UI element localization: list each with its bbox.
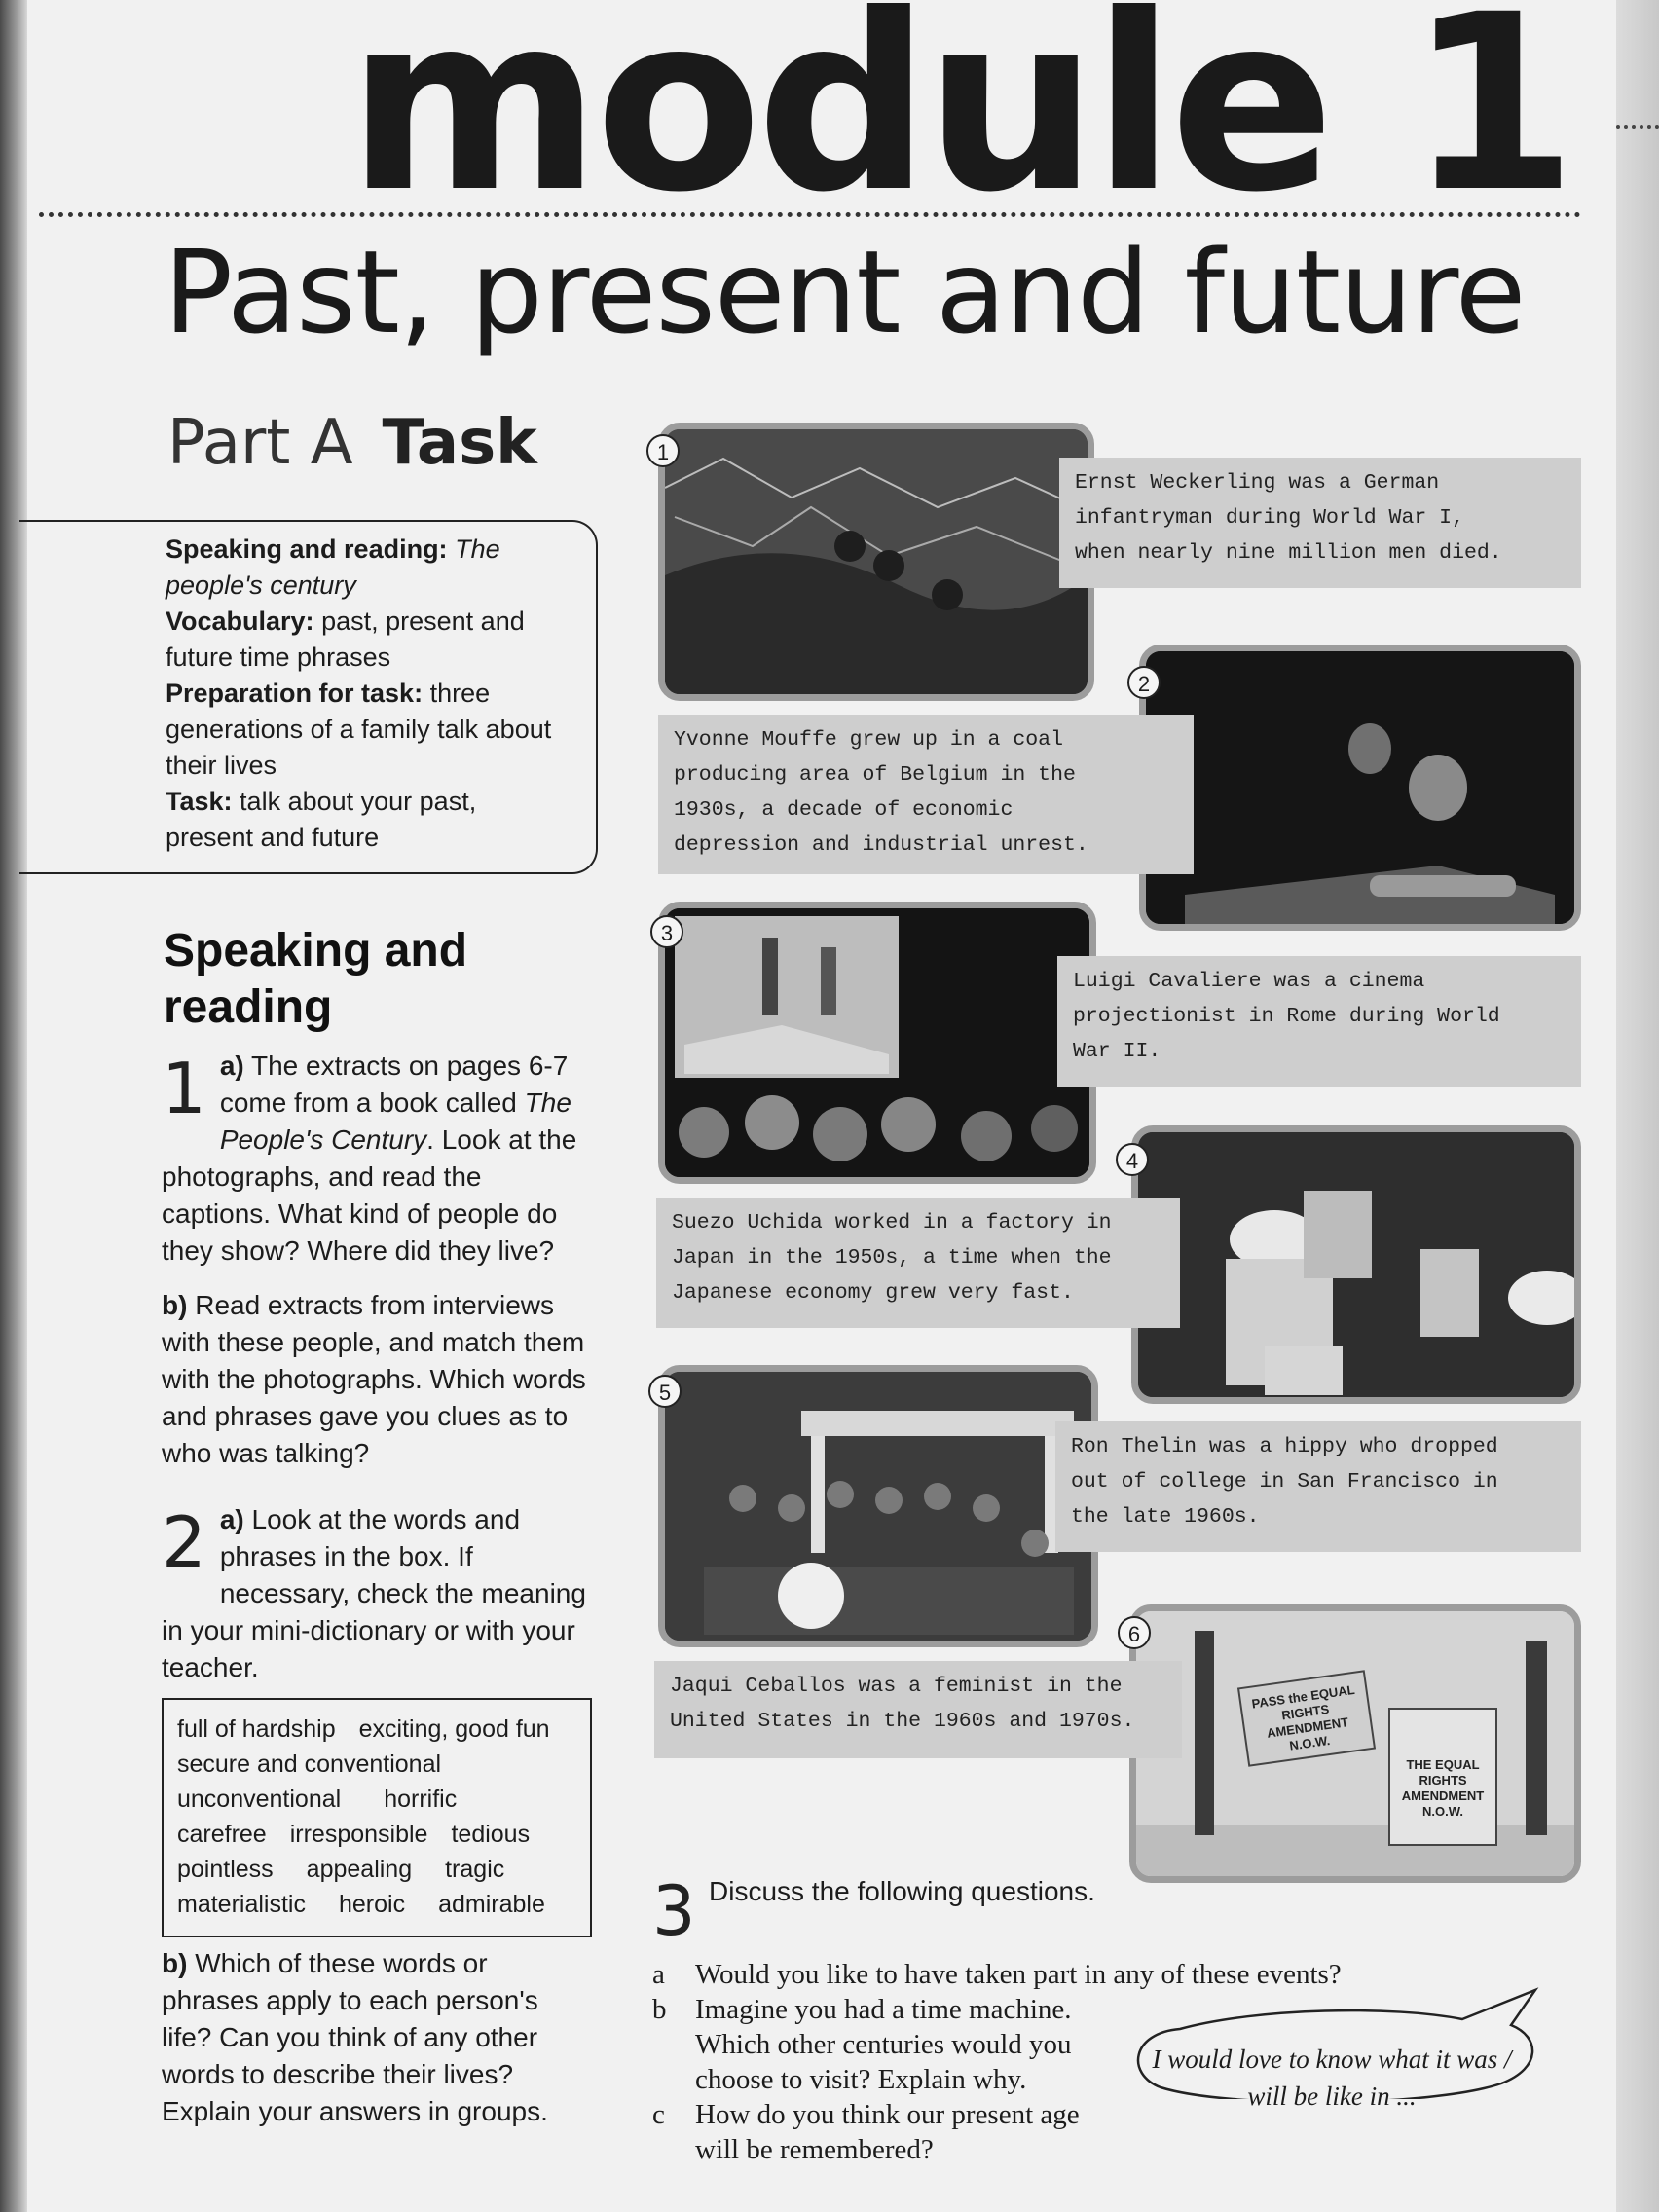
photo-4-factory: [1131, 1125, 1581, 1404]
contents-box: [19, 520, 598, 874]
cinema-illustration: [665, 908, 1096, 1184]
word-item: secure and conventional: [177, 1751, 442, 1778]
hippies-illustration: [665, 1372, 1098, 1647]
module-title: module 1: [347, 0, 1571, 245]
vocabulary-word-box: [162, 1698, 592, 1937]
part-heading: [167, 407, 537, 479]
word-item: pointless: [177, 1856, 274, 1883]
contents-task-label: Task:: [166, 787, 233, 816]
exercise-2a: [162, 1501, 590, 1686]
exercise-2b: [162, 1945, 590, 2130]
exercise-1b: [162, 1287, 590, 1472]
question-letter: b: [652, 1994, 667, 2025]
word-item: heroic: [338, 1891, 406, 1918]
exercise-text: . Look at the photographs, and read the captions. What kind of people do they show? Where did they live?: [162, 1124, 577, 1266]
page-binding-edge: [0, 0, 27, 2212]
word-item: carefree: [177, 1821, 267, 1848]
photo-5-hippies: [658, 1365, 1098, 1647]
photo-1-trench: [658, 423, 1094, 701]
photo-number-badge: 4: [1116, 1143, 1149, 1176]
exercise-1a: [162, 1048, 590, 1270]
exercise-label: b): [162, 1290, 188, 1320]
photo-number-badge: 2: [1127, 666, 1161, 699]
speech-bubble-text: I would love to know what it was / will be like in ...: [1152, 2045, 1512, 2111]
photo-number-badge: 5: [648, 1375, 682, 1408]
contents-task: [166, 784, 567, 856]
photo-number-badge: 1: [646, 434, 680, 467]
facing-page-dotted-rule: [1616, 125, 1659, 129]
word-row: [177, 1817, 576, 1852]
contents-speaking-value: The people's century: [166, 535, 500, 600]
word-item: full of hardship: [177, 1715, 336, 1743]
word-item: unconventional: [177, 1786, 342, 1813]
word-row: [177, 1887, 576, 1922]
word-item: exciting, good fun: [358, 1715, 550, 1743]
factory-illustration: [1138, 1132, 1581, 1404]
question-text: How do you think our present age will be remembered?: [695, 2099, 1080, 2165]
exercise-number: 1: [162, 1048, 206, 1129]
word-row: [177, 1747, 576, 1782]
word-item: materialistic: [177, 1891, 306, 1918]
word-item: tragic: [445, 1856, 505, 1883]
placard-left: PASS the EQUAL RIGHTS AMENDMENT N.O.W.: [1250, 1681, 1356, 1753]
question-text: Imagine you had a time machine. Which other centuries would you choose to visit? Explain why.: [695, 1994, 1072, 2095]
title-dotted-rule: [39, 212, 1581, 217]
photo-number-badge: 3: [650, 915, 683, 948]
exercise-text: Look at the words and phrases in the box. If necessary, check the meaning in your mini-dictionary or with your teacher.: [162, 1504, 586, 1682]
exercise-label: a): [219, 1051, 244, 1081]
contents-prep-value: three generations of a family talk about their lives: [166, 679, 552, 780]
question-text: Would you like to have taken part in any of these events?: [695, 1959, 1342, 1990]
question-letter: a: [652, 1959, 665, 1990]
book-title: The People's Century: [219, 1088, 571, 1155]
photo-2-family: [1139, 645, 1581, 931]
word-item: irresponsible: [289, 1821, 428, 1848]
word-row: [177, 1712, 576, 1747]
family-illustration: [1146, 651, 1581, 931]
photo-caption-3: Luigi Cavaliere was a cinema projectionist in Rome during World War II.: [1057, 956, 1581, 1087]
trench-illustration: [665, 429, 1094, 701]
word-item: tedious: [451, 1821, 531, 1848]
word-item: appealing: [306, 1856, 413, 1883]
photo-caption-4: Suezo Uchida worked in a factory in Japan in the 1950s, a time when the Japanese economy grew very fast.: [656, 1198, 1180, 1328]
part-name: Task: [382, 407, 537, 479]
exercise-3-heading: Discuss the following questions.: [709, 1876, 1095, 1906]
photo-3-cinema: [658, 902, 1096, 1184]
contents-prep-label: Preparation for task:: [166, 679, 424, 708]
contents-task-value: talk about your past, present and future: [166, 787, 477, 852]
page-title: Past, present and future: [164, 225, 1526, 359]
photo-caption-6: Jaqui Ceballos was a feminist in the United States in the 1960s and 1970s.: [654, 1661, 1182, 1758]
exercise-text: The extracts on pages 6-7 come from a book called: [219, 1051, 569, 1118]
photo-caption-1: Ernst Weckerling was a German infantryman during World War I, when nearly nine million men died.: [1059, 458, 1581, 588]
photo-number-badge: 6: [1118, 1616, 1151, 1649]
section-heading: Speaking and reading: [164, 925, 468, 1033]
feminists-illustration: [1136, 1611, 1581, 1883]
exercise-text: Which of these words or phrases apply to each person's life? Can you think of any other words to describe their lives? Explain your answers in groups.: [162, 1948, 548, 2126]
photo-6-feminists: [1129, 1604, 1581, 1883]
contents-vocabulary: [166, 604, 567, 676]
exercise-label: a): [219, 1504, 244, 1534]
exercise-text: Read extracts from interviews with these people, and match them with the photographs. Which words and phrases gave you clues as to who was talking?: [162, 1290, 586, 1468]
facing-page-edge: [1616, 0, 1659, 2212]
question-letter: c: [652, 2099, 665, 2130]
exercise-number: 2: [162, 1501, 206, 1583]
word-item: admirable: [438, 1891, 545, 1918]
word-item: horrific: [384, 1786, 458, 1813]
contents-speaking-label: Speaking and reading:: [166, 535, 448, 564]
contents-vocab-value: past, present and future time phrases: [166, 607, 525, 672]
photo-caption-2: Yvonne Mouffe grew up in a coal producing area of Belgium in the 1930s, a decade of economic depression and industrial unrest.: [658, 715, 1194, 874]
word-row: [177, 1782, 576, 1817]
contents-speaking: [166, 532, 567, 604]
placard-right: THE EQUAL RIGHTS AMENDMENT N.O.W.: [1401, 1757, 1485, 1819]
exercise-label: b): [162, 1948, 188, 1978]
part-label: Part A: [167, 407, 353, 479]
contents-vocab-label: Vocabulary:: [166, 607, 314, 636]
contents-preparation: [166, 676, 567, 784]
word-row: [177, 1852, 576, 1887]
photo-caption-5: Ron Thelin was a hippy who dropped out of college in San Francisco in the late 1960s.: [1055, 1421, 1581, 1552]
exercise-number: 3: [652, 1871, 696, 1951]
